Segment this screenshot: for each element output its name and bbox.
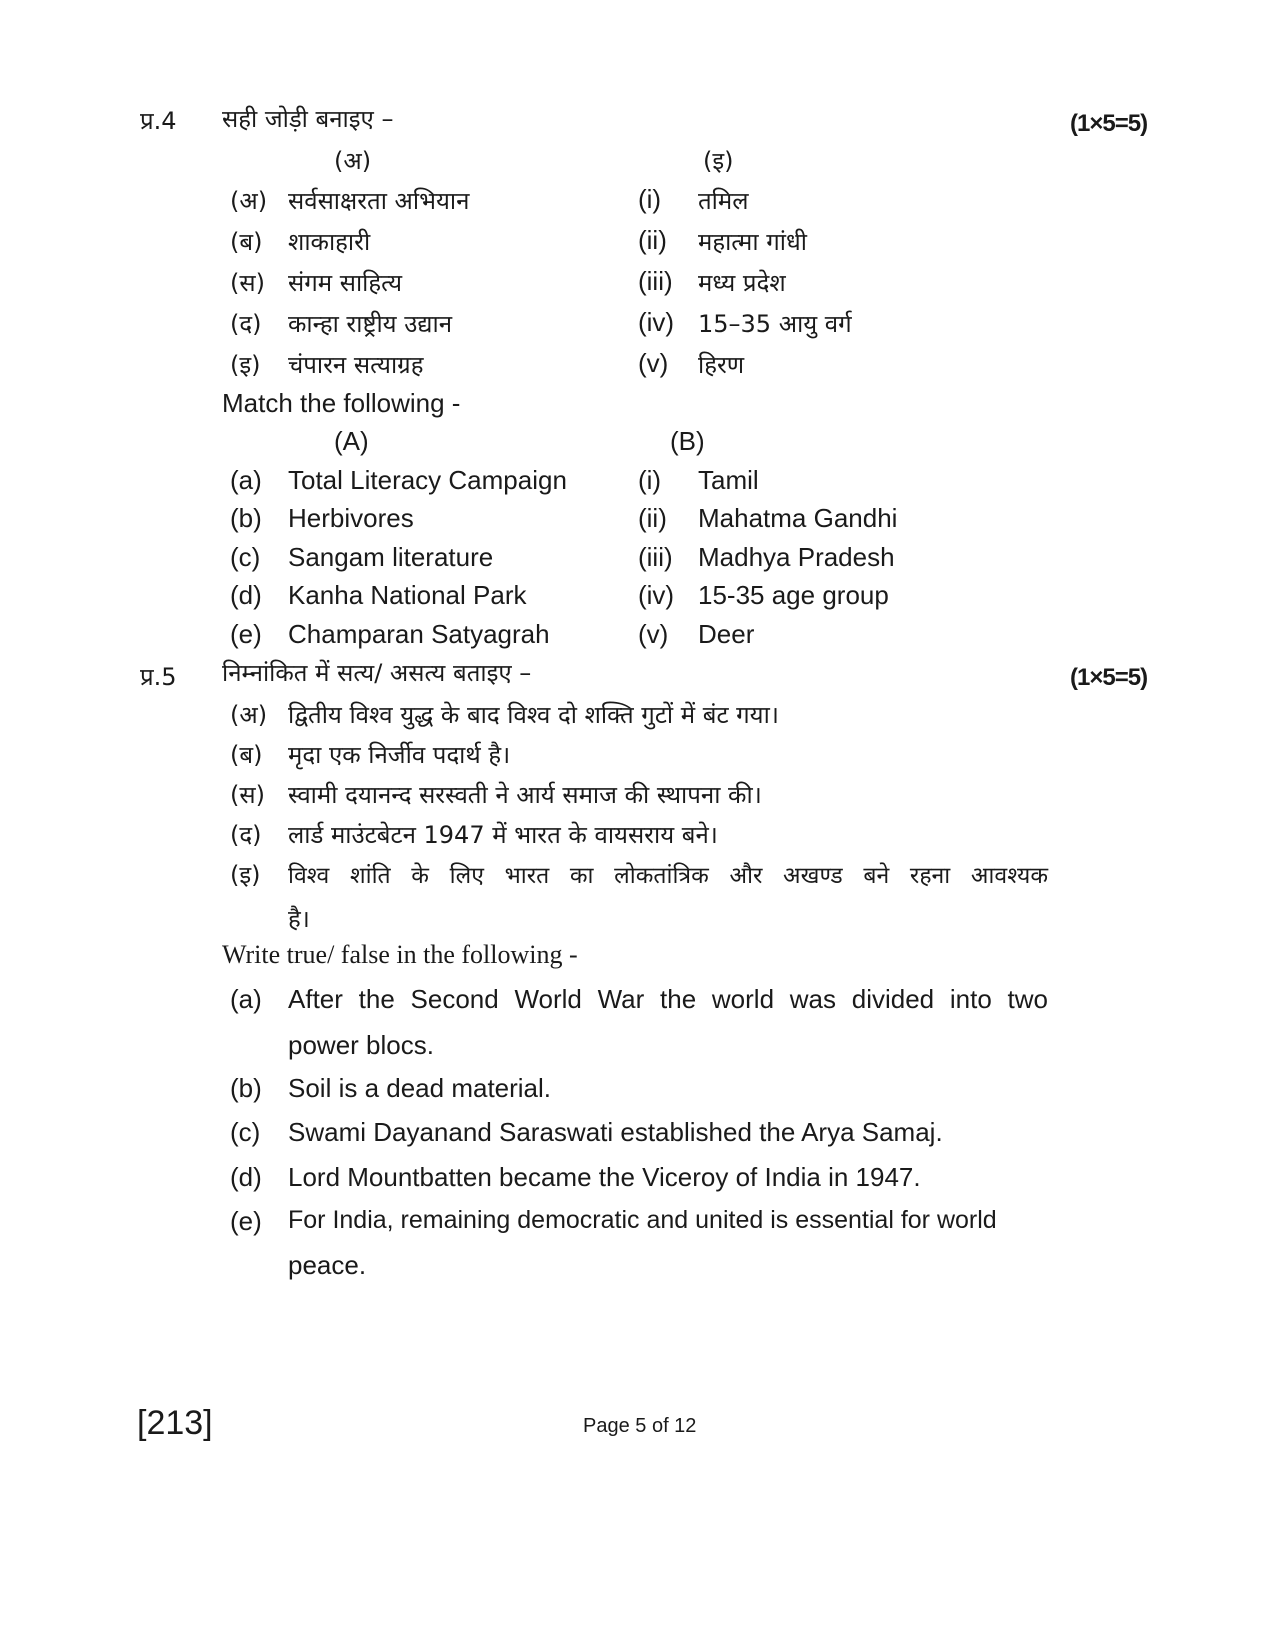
row-right-text: 15–35 आयु वर्ग (698, 310, 852, 338)
row-right-text: तमिल (698, 187, 749, 215)
item-text (288, 858, 1048, 935)
item-label: (ब) (230, 741, 263, 769)
item-label: (a) (230, 984, 262, 1014)
row-right-label: (v) (638, 348, 669, 378)
row-label: (c) (230, 542, 261, 572)
match-row-hindi (230, 225, 1090, 265)
row-left-text: Herbivores (288, 503, 414, 533)
item-label: (इ) (230, 861, 261, 889)
column-a-header-english: (A) (334, 426, 369, 456)
item-text: मृदा एक निर्जीव पदार्थ है। (288, 741, 511, 769)
item-text: Lord Mountbatten became the Viceroy of India in 1947. (288, 1162, 921, 1192)
row-right-text: 15-35 age group (698, 580, 889, 610)
row-right-label: (iii) (638, 266, 673, 296)
page-number: Page 5 of 12 (583, 1415, 697, 1437)
row-label: (स) (230, 269, 265, 297)
question-5-title-english: Write true/ false in the following - (222, 940, 578, 969)
row-right-text: Madhya Pradesh (698, 542, 895, 572)
row-left-text: Champaran Satyagrah (288, 619, 550, 649)
row-left-text: संगम साहित्य (288, 269, 402, 297)
item-text: स्वामी दयानन्द सरस्वती ने आर्य समाज की स्थापना की। (288, 781, 762, 809)
row-left-text: कान्हा राष्ट्रीय उद्यान (288, 310, 453, 338)
item-text-line: peace. (288, 1250, 367, 1280)
row-left-text: Total Literacy Campaign (288, 465, 567, 495)
row-left-text: शाकाहारी (288, 228, 371, 256)
question-4-title-hindi: सही जोड़ी बनाइए – (222, 105, 394, 133)
row-right-text: Mahatma Gandhi (698, 503, 898, 533)
item-label: (e) (230, 1206, 262, 1236)
question-5-title-hindi: निम्नांकित में सत्य/ असत्य बताइए – (222, 659, 532, 687)
match-row-english (230, 542, 1090, 582)
question-5-marks: (1×5=5) (1070, 664, 1148, 691)
row-label: (इ) (230, 351, 261, 379)
item-text-line: विश्व शांति के लिए भारत का लोकतांत्रिक और अखण्ड बने रहना आवश्यक (288, 863, 1048, 889)
item-text-line: After the Second World War the world was divided into two (288, 984, 1048, 1014)
row-right-text: हिरण (698, 351, 745, 379)
item-label: (स) (230, 781, 265, 809)
row-right-label: (ii) (638, 503, 667, 533)
question-5-number: प्र.5 (140, 663, 177, 691)
column-b-header-english: (B) (670, 426, 705, 456)
match-row-english (230, 619, 1090, 659)
item-text: लार्ड माउंटबेटन 1947 में भारत के वायसराय बने। (288, 821, 718, 849)
match-row-english (230, 465, 1090, 505)
item-label: (द) (230, 821, 262, 849)
row-label: (a) (230, 465, 262, 495)
question-4-marks: (1×5=5) (1070, 110, 1148, 137)
column-a-header-hindi: (अ) (334, 147, 372, 175)
item-text-line: power blocs. (288, 1030, 434, 1060)
item-label: (b) (230, 1073, 262, 1103)
row-right-text: Deer (698, 619, 755, 649)
paper-code: [213] (137, 1404, 213, 1442)
row-right-label: (i) (638, 465, 662, 495)
match-row-english (230, 580, 1090, 620)
match-row-english (230, 503, 1090, 543)
row-right-label: (iii) (638, 542, 673, 572)
row-left-text: Sangam literature (288, 542, 494, 572)
match-row-hindi (230, 184, 1090, 224)
question-4-title-english: Match the following - (222, 388, 461, 418)
row-right-label: (i) (638, 184, 662, 214)
match-row-hindi (230, 348, 1090, 388)
item-text-line: है। (288, 905, 310, 933)
row-left-text: सर्वसाक्षरता अभियान (288, 187, 470, 215)
row-left-text: चंपारन सत्याग्रह (288, 351, 424, 379)
question-4-number: प्र.4 (140, 107, 177, 135)
row-label: (d) (230, 580, 262, 610)
row-right-text: मध्य प्रदेश (698, 269, 786, 297)
item-text: Soil is a dead material. (288, 1073, 552, 1103)
row-label: (b) (230, 503, 262, 533)
item-text: द्वितीय विश्व युद्ध के बाद विश्व दो शक्ति गुटों में बंट गया। (288, 701, 779, 729)
item-label: (अ) (230, 701, 268, 729)
row-right-label: (v) (638, 619, 669, 649)
row-right-label: (ii) (638, 225, 667, 255)
row-left-text: Kanha National Park (288, 580, 527, 610)
row-label: (अ) (230, 187, 268, 215)
row-label: (e) (230, 619, 262, 649)
row-label: (द) (230, 310, 262, 338)
item-text: Swami Dayanand Saraswati established the Arya Samaj. (288, 1117, 943, 1147)
item-label: (c) (230, 1117, 261, 1147)
item-text (288, 984, 1048, 1061)
row-right-text: Tamil (698, 465, 759, 495)
row-right-label: (iv) (638, 580, 675, 610)
match-row-hindi (230, 307, 1090, 347)
match-row-hindi (230, 266, 1090, 306)
row-right-label: (iv) (638, 307, 675, 337)
column-b-header-hindi: (इ) (703, 147, 734, 175)
row-label: (ब) (230, 228, 263, 256)
item-text-line: For India, remaining democratic and united is essential for world (288, 1206, 997, 1234)
item-label: (d) (230, 1162, 262, 1192)
row-right-text: महात्मा गांधी (698, 228, 807, 256)
item-text (288, 1206, 1048, 1281)
